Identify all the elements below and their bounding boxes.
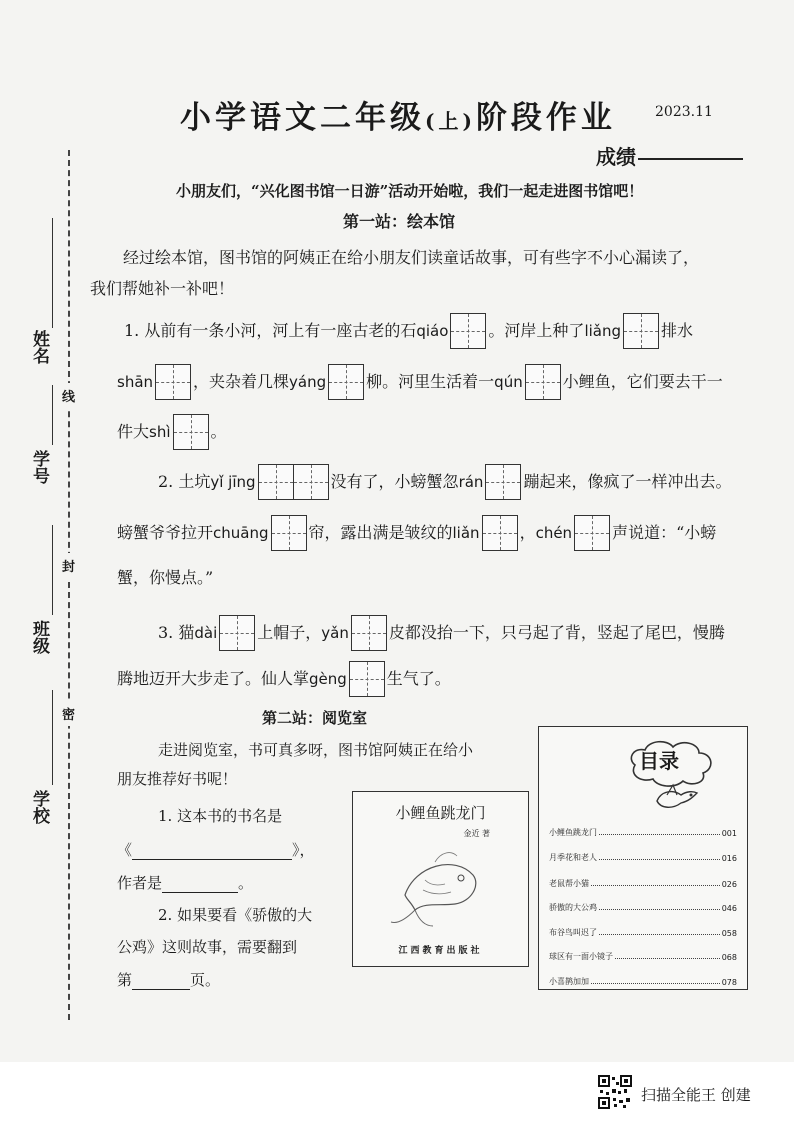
q1-line2: shān ，夹杂着几棵yáng 柳。河里生活着一qún 小鲤鱼，它们要去干一 xyxy=(117,364,723,390)
tianzi-box[interactable] xyxy=(155,364,191,400)
carp-illustration-icon xyxy=(385,840,495,930)
binding-mark-mi: 密 xyxy=(62,701,75,726)
station1-desc-line1: 经过绘本馆，图书馆的阿姨正在给小朋友们读童话故事，可有些字不小心漏读了， xyxy=(123,248,700,267)
id-label: 学号 xyxy=(29,450,49,484)
q2-line3: 蟹，你慢点。” xyxy=(117,568,214,587)
station2-title: 第二站：阅览室 xyxy=(262,709,368,727)
tianzi-box[interactable] xyxy=(258,464,294,500)
tianzi-box[interactable] xyxy=(271,515,307,551)
toc-title: 目录 xyxy=(639,749,679,773)
toc-leader-dots xyxy=(591,885,720,886)
tianzi-box[interactable] xyxy=(574,515,610,551)
tianzi-box[interactable] xyxy=(482,515,518,551)
toc-item-title: 布谷鸟叫迟了 xyxy=(549,928,597,937)
tianzi-box[interactable] xyxy=(623,313,659,349)
s2-q1-text: 1. 这本书的书名是 xyxy=(158,807,283,825)
toc-item-title: 球区有一面小镜子 xyxy=(549,952,613,961)
tianzi-box[interactable] xyxy=(349,661,385,697)
qr-code-icon xyxy=(597,1074,633,1110)
toc-item xyxy=(549,897,737,913)
toc-leader-dots xyxy=(599,859,720,860)
toc-leader-dots xyxy=(599,834,720,835)
binding-dashed-line xyxy=(68,150,70,1020)
toc-item-title: 老鼠帮小猫 xyxy=(549,879,589,888)
toc-item xyxy=(549,946,737,962)
q3-line2: 腾地迈开大步走了。仙人掌gèng 生气了。 xyxy=(117,661,451,687)
toc-item-title: 小喜鹊加加 xyxy=(549,977,589,986)
id-write-line xyxy=(52,385,53,445)
toc-item-title: 小鲤鱼跳龙门 xyxy=(549,828,597,837)
q2-line1: 2. 土坑yǐ jīng 没有了，小螃蟹忽rán 蹦起来，像疯了一样冲出去。 xyxy=(158,464,731,490)
score-blank xyxy=(638,158,743,160)
score-label: 成绩 xyxy=(596,145,636,169)
q1-line3: 件大shì 。 xyxy=(117,414,227,440)
toc-leader-dots xyxy=(615,958,720,959)
station1-desc-line2: 我们帮她补一补吧！ xyxy=(90,279,235,298)
toc-item-page: 001 xyxy=(721,829,737,838)
tianzi-box[interactable] xyxy=(525,364,561,400)
scanner-watermark: 扫描全能王 创建 xyxy=(641,1086,751,1104)
school-write-line xyxy=(52,690,53,785)
name-label: 姓名 xyxy=(29,330,49,364)
class-label: 班级 xyxy=(29,620,49,654)
s2-q2-line3: 第 页。 xyxy=(117,971,221,989)
book-title-blank[interactable] xyxy=(132,841,292,860)
tianzi-box[interactable] xyxy=(351,615,387,651)
toc-card xyxy=(538,726,748,990)
book-cover-title: 小鲤鱼跳龙门 xyxy=(395,804,486,822)
toc-item-title: 骄傲的大公鸡 xyxy=(549,903,597,912)
toc-item-page: 016 xyxy=(721,854,737,863)
book-cover xyxy=(352,791,529,967)
s2-q1-author: 作者是 。 xyxy=(117,874,254,892)
toc-leader-dots xyxy=(591,983,720,984)
toc-leader-dots xyxy=(599,934,720,935)
book-cover-publisher: 江西教育出版社 xyxy=(398,946,483,956)
tianzi-box[interactable] xyxy=(294,464,329,500)
page-number-blank[interactable] xyxy=(132,971,190,990)
toc-item xyxy=(549,822,737,838)
name-write-line xyxy=(52,218,53,328)
s2-q1-title-blank: 《 》， xyxy=(117,841,315,859)
toc-item-page: 046 xyxy=(721,904,737,913)
tianzi-box[interactable] xyxy=(450,313,486,349)
school-label: 学校 xyxy=(29,790,49,824)
s2-q2-line2: 公鸡》这则故事，需要翻到 xyxy=(117,938,298,956)
station2-desc-line2: 朋友推荐好书呢！ xyxy=(117,770,238,788)
station2-desc-line1: 走进阅览室，书可真多呀，图书馆阿姨正在给小 xyxy=(158,741,474,759)
page-title: 小学语文二年级(上)阶段作业 xyxy=(180,100,616,136)
toc-item xyxy=(549,873,737,889)
binding-mark-feng: 封 xyxy=(62,553,75,578)
toc-item-page: 068 xyxy=(721,953,737,962)
intro-text: 小朋友们，“兴化图书馆一日游”活动开始啦，我们一起走进图书馆吧！ xyxy=(176,182,644,200)
toc-item-title: 月季花和老人 xyxy=(549,853,597,862)
tianzi-box[interactable] xyxy=(173,414,209,450)
toc-leader-dots xyxy=(599,909,720,910)
toc-item xyxy=(549,971,737,987)
q3-line1: 3. 猫dài 上帽子，yǎn 皮都没抬一下，只弓起了背，竖起了尾巴，慢腾 xyxy=(158,615,725,641)
date: 2023.11 xyxy=(655,104,713,120)
book-cover-author: 金近 著 xyxy=(463,829,490,838)
station1-title: 第一站：绘本馆 xyxy=(343,212,456,231)
toc-item xyxy=(549,847,737,863)
toc-item-page: 058 xyxy=(721,929,737,938)
tianzi-box[interactable] xyxy=(219,615,255,651)
binding-mark-xian: 线 xyxy=(62,383,75,408)
tianzi-box[interactable] xyxy=(328,364,364,400)
toc-item-page: 078 xyxy=(721,978,737,987)
s2-q2-line1: 2. 如果要看《骄傲的大 xyxy=(158,906,313,924)
class-write-line xyxy=(52,525,53,615)
q1-line1: 1. 从前有一条小河，河上有一座古老的石qiáo 。河岸上种了liǎng 排水 xyxy=(124,313,693,339)
tianzi-box[interactable] xyxy=(485,464,521,500)
q2-line2: 螃蟹爷爷拉开chuāng 帘，露出满是皱纹的liǎn ，chén 声说道：“小螃 xyxy=(117,515,716,541)
toc-item xyxy=(549,922,737,938)
toc-item-page: 026 xyxy=(721,880,737,889)
author-blank[interactable] xyxy=(162,874,238,893)
